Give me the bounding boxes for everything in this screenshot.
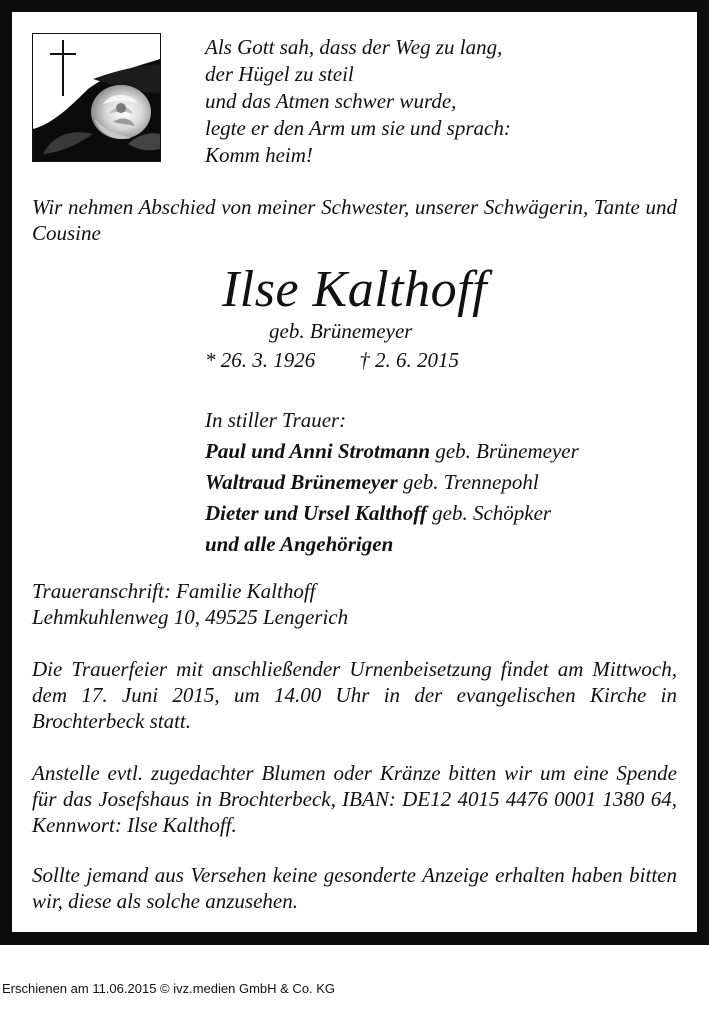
- cross-rose-image: [32, 33, 161, 162]
- mourner-names: Waltraud Brünemeyer: [205, 470, 398, 494]
- poem-line: legte er den Arm um sie und sprach:: [205, 116, 511, 140]
- publication-footer: Erschienen am 11.06.2015 © ivz.medien GmbH & Co. KG: [2, 981, 336, 996]
- poem: [205, 34, 675, 169]
- mourner-names: und alle Angehörigen: [205, 532, 394, 556]
- poem-line: der Hügel zu steil: [205, 62, 354, 86]
- mourner-note: geb. Trennepohl: [397, 470, 539, 494]
- mourner-entry: [205, 498, 685, 529]
- mourner-names: Dieter und Ursel Kalthoff: [205, 501, 427, 525]
- mourners-heading: In stiller Trauer:: [205, 408, 347, 432]
- mourner-entry: [205, 529, 685, 560]
- mourner-note: geb. Brünemeyer: [430, 439, 579, 463]
- mourners-block: [205, 405, 685, 560]
- birth-date: * 26. 3. 1926: [205, 348, 316, 372]
- intro-text: Wir nehmen Abschied von meiner Schwester, unserer Schwägerin, Tante und Cousine: [32, 195, 677, 245]
- donation-text: Anstelle evtl. zugedachter Blumen oder Kränze bitten wir um eine Spende für das Josefshaus in Brochterbeck, IBAN: DE12 4015 4476 0001 1380 64, Kennwort: Ilse Kalthoff.: [32, 761, 677, 837]
- poem-line: und das Atmen schwer wurde,: [205, 89, 457, 113]
- mourner-note: geb. Schöpker: [426, 501, 552, 525]
- death-date: † 2. 6. 2015: [359, 348, 459, 372]
- ceremony-text: Die Trauerfeier mit anschließender Urnenbeisetzung findet am Mittwoch, dem 17. Juni 2015, um 14.00 Uhr in der evangelischen Kirche in Brochterbeck statt.: [32, 657, 677, 733]
- address-line: Lehmkuhlenweg 10, 49525 Lengerich: [32, 605, 349, 629]
- poem-line: Komm heim!: [205, 143, 313, 167]
- address-block: [32, 578, 677, 630]
- closing-text: Sollte jemand aus Versehen keine gesonderte Anzeige erhalten haben bitten wir, diese als solche anzusehen.: [32, 863, 677, 913]
- deceased-name: Ilse Kalthoff: [221, 261, 488, 318]
- mourner-names: Paul und Anni Strotmann: [205, 439, 431, 463]
- mourner-entry: [205, 467, 685, 498]
- cross-rose-icon: [33, 34, 160, 161]
- mourner-entry: [205, 436, 685, 467]
- address-line: Traueranschrift: Familie Kalthoff: [32, 579, 316, 603]
- poem-line: Als Gott sah, dass der Weg zu lang,: [205, 35, 503, 59]
- notice-body: [12, 12, 697, 932]
- life-dates: [205, 347, 459, 373]
- birth-name: geb. Brünemeyer: [269, 319, 413, 343]
